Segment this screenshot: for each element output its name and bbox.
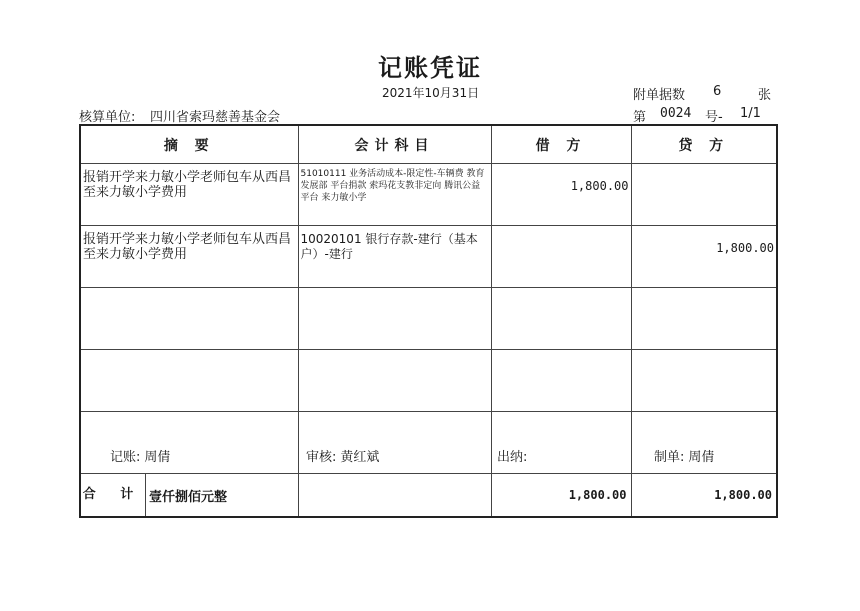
- entry-account: 51010111 业务活动成本-限定性-车辆费 教育发展部 平台捐款 索玛花支教非定向 腾讯公益平台 来力敏小学: [298, 164, 491, 226]
- entry-credit: 1,800.00: [631, 226, 777, 288]
- entry-summary: [80, 288, 298, 350]
- accounting-unit-name: 四川省索玛慈善基金会: [150, 110, 281, 125]
- voucher-date: 2021年10月31日: [382, 86, 480, 100]
- entry-row: [80, 350, 777, 412]
- voucher-number: 0024: [660, 106, 692, 121]
- auditor-signature: [306, 446, 379, 465]
- column-account: 会计科目: [298, 125, 491, 164]
- entry-debit: [491, 350, 631, 412]
- preparer-name: 周倩: [688, 450, 715, 465]
- entry-row: [80, 226, 777, 288]
- auditor-label: 审核:: [306, 450, 337, 465]
- cashier-signature: [497, 446, 531, 465]
- entry-row: [80, 164, 777, 226]
- voucher-number-suffix: 号-: [705, 110, 723, 125]
- attachments-count: 6: [713, 84, 722, 99]
- entry-account: 10020101 银行存款-建行（基本户）-建行: [298, 226, 491, 288]
- column-summary: 摘 要: [80, 125, 298, 164]
- entry-summary: 报销开学来力敏小学老师包车从西昌至来力敏小学费用: [80, 226, 298, 288]
- page-count: 1/1: [740, 106, 761, 121]
- total-label: 合 计: [81, 474, 146, 516]
- entry-row: [80, 288, 777, 350]
- column-credit: 贷 方: [631, 125, 777, 164]
- accounting-unit-label: 核算单位:: [79, 110, 136, 125]
- total-credit: 1,800.00: [631, 474, 777, 518]
- total-account-blank: [298, 474, 491, 518]
- entry-debit: [491, 288, 631, 350]
- entry-account: [298, 350, 491, 412]
- cashier-label: 出纳:: [497, 450, 528, 465]
- total-amount-words: 壹仟捌佰元整: [149, 489, 228, 505]
- total-row: [80, 474, 777, 518]
- entry-summary: [80, 350, 298, 412]
- table-header-row: [80, 125, 777, 164]
- bookkeeper-signature: [110, 446, 170, 465]
- entry-debit: 1,800.00: [491, 164, 631, 226]
- entry-account: [298, 288, 491, 350]
- preparer-label: 制单:: [654, 450, 685, 465]
- voucher-number-prefix: 第: [633, 110, 647, 125]
- entry-credit: [631, 288, 777, 350]
- bookkeeper-label: 记账:: [110, 450, 141, 465]
- auditor-name: 黄红斌: [340, 450, 380, 465]
- bookkeeper-name: 周倩: [144, 450, 171, 465]
- entry-credit: [631, 350, 777, 412]
- column-debit: 借 方: [491, 125, 631, 164]
- total-cell: [80, 474, 298, 518]
- attachments-label: 附单据数: [633, 88, 686, 103]
- preparer-signature: [654, 446, 714, 465]
- voucher-title: 记账凭证: [378, 54, 482, 82]
- entry-credit: [631, 164, 777, 226]
- entry-debit: [491, 226, 631, 288]
- entry-summary: 报销开学来力敏小学老师包车从西昌至来力敏小学费用: [80, 164, 298, 226]
- total-debit: 1,800.00: [491, 474, 631, 518]
- attachments-unit: 张: [758, 88, 772, 103]
